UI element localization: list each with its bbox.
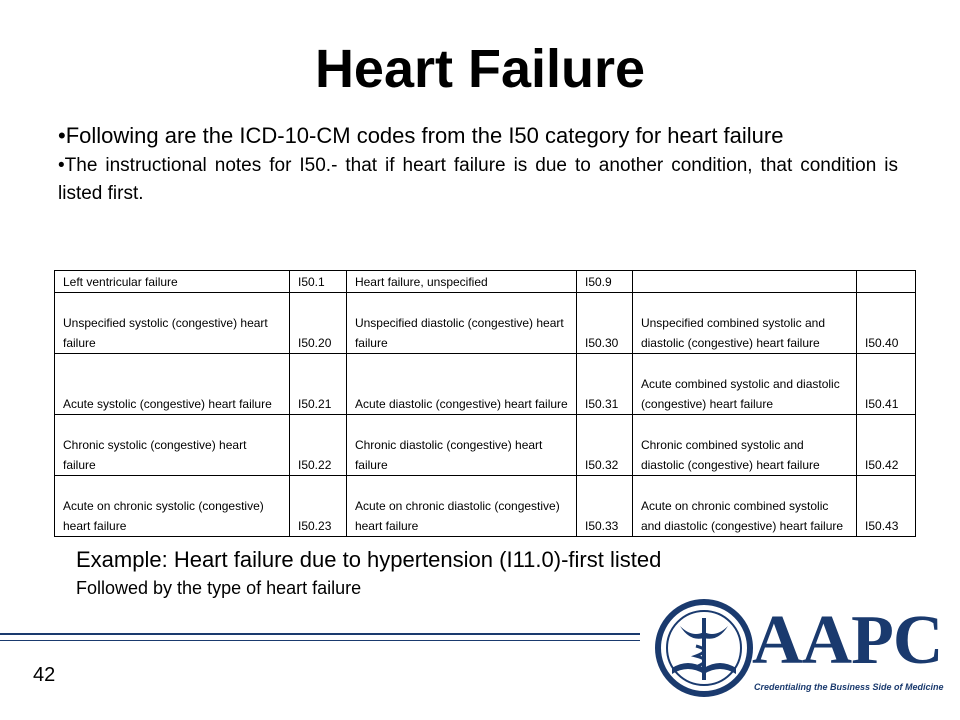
table-cell: Chronic combined systolic and diastolic (congestive) heart failure [632, 415, 856, 476]
footer-divider [0, 633, 640, 635]
table-row [55, 476, 916, 537]
table-row [55, 354, 916, 415]
table-cell: I50.30 [576, 293, 632, 354]
table-cell: Acute on chronic diastolic (congestive) heart failure [346, 476, 576, 537]
slide-title: Heart Failure [314, 39, 646, 99]
table-cell: Chronic diastolic (congestive) heart failure [346, 415, 576, 476]
table-cell: I50.42 [857, 415, 916, 476]
logo-wordmark: AAPC [752, 602, 943, 679]
logo-tagline: Credentialing the Business Side of Medicine [754, 682, 944, 692]
table-cell: I50.21 [290, 354, 347, 415]
footer-divider [0, 640, 640, 641]
bullet-list [58, 122, 898, 208]
bullet-text: The instructional notes for I50.- that if heart failure is due to another condition, that condition is listed first. [58, 155, 898, 204]
table-cell: I50.43 [857, 476, 916, 537]
table-cell: Acute combined systolic and diastolic (congestive) heart failure [632, 354, 856, 415]
table-cell: Left ventricular failure [55, 271, 290, 293]
table-cell: I50.1 [290, 271, 347, 293]
table-cell: I50.31 [576, 354, 632, 415]
table-row [55, 415, 916, 476]
table-cell: I50.32 [576, 415, 632, 476]
table-cell: I50.23 [290, 476, 347, 537]
table-row [55, 293, 916, 354]
table-cell: Unspecified combined systolic and diastolic (congestive) heart failure [632, 293, 856, 354]
table-cell: Chronic systolic (congestive) heart failure [55, 415, 290, 476]
page-number: 42 [33, 664, 56, 686]
table-cell [857, 271, 916, 293]
table-cell: I50.41 [857, 354, 916, 415]
table-cell: I50.9 [576, 271, 632, 293]
table-cell: I50.40 [857, 293, 916, 354]
table-cell: Acute diastolic (congestive) heart failure [346, 354, 576, 415]
aapc-logo [650, 598, 944, 702]
example-text: Example: Heart failure due to hypertension (I11.0)-first listed [76, 547, 662, 572]
table-cell: I50.20 [290, 293, 347, 354]
table-cell [632, 271, 856, 293]
followed-text: Followed by the type of heart failure [76, 578, 362, 598]
table-cell: Unspecified systolic (congestive) heart failure [55, 293, 290, 354]
table-cell: Acute on chronic combined systolic and diastolic (congestive) heart failure [632, 476, 856, 537]
table-cell: Heart failure, unspecified [346, 271, 576, 293]
table-cell: I50.33 [576, 476, 632, 537]
table-cell: I50.22 [290, 415, 347, 476]
bullet-item [58, 152, 898, 208]
icd-code-table [54, 270, 916, 537]
table-cell: Acute systolic (congestive) heart failure [55, 354, 290, 415]
table-row [55, 271, 916, 293]
bullet-text: Following are the ICD-10-CM codes from the I50 category for heart failure [65, 123, 784, 148]
table-cell: Acute on chronic systolic (congestive) heart failure [55, 476, 290, 537]
caduceus-book-icon [654, 598, 754, 698]
bullet-item [58, 122, 898, 150]
table-cell: Unspecified diastolic (congestive) heart failure [346, 293, 576, 354]
